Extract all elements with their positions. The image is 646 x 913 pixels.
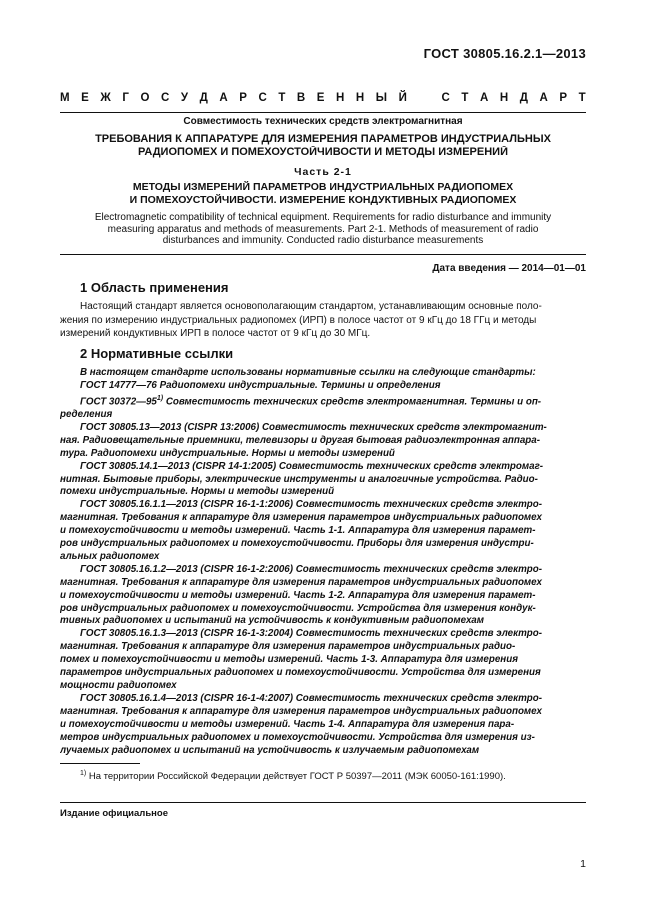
reference-line <box>60 435 586 448</box>
banner-letter: С <box>441 92 450 104</box>
reference-line <box>60 499 586 512</box>
reference-text: ГОСТ 14777—76 Радиопомехи индустриальные. Термины и определения <box>80 379 441 391</box>
banner-letter: Й <box>398 92 407 104</box>
official-edition-label: Издание официальное <box>60 808 168 819</box>
interstate-standard-banner <box>60 92 586 104</box>
banner-letter: Р <box>559 92 568 104</box>
banner-letter: Р <box>239 92 247 104</box>
reference-text: ров индустриальных радиопомех и помехоустойчивости. Приборы для измерения индустри- <box>60 538 534 550</box>
english-title-line-2: measuring apparatus and methods of measurements. Part 2-1. Methods of measurement of radio <box>107 223 539 235</box>
footer-rule <box>60 802 586 803</box>
compatibility-line: Совместимость технических средств электромагнитная <box>183 116 463 127</box>
reference-text: ГОСТ 30372—95 <box>80 396 157 408</box>
reference-line <box>60 422 586 435</box>
reference-text: альных радиопомех <box>60 550 160 562</box>
reference-line <box>60 564 586 577</box>
section-1-line: Настоящий стандарт является основополагающим стандартом, устанавливающим основные поло- <box>80 301 542 312</box>
reference-line <box>60 486 586 499</box>
section-1-heading: 1 Область применения <box>80 280 229 295</box>
reference-line <box>60 380 586 393</box>
page-number: 1 <box>580 858 586 870</box>
reference-line <box>60 590 586 603</box>
title-block-rule <box>60 254 586 255</box>
reference-line <box>60 474 586 487</box>
banner-letter: Т <box>578 92 586 104</box>
main-title-line-1: ТРЕБОВАНИЯ К АППАРАТУРЕ ДЛЯ ИЗМЕРЕНИЯ ПАРАМЕТРОВ ИНДУСТРИАЛЬНЫХ <box>95 133 551 145</box>
banner-letter: А <box>219 92 228 104</box>
footnote-rule <box>60 763 140 764</box>
reference-text: ров индустриальных радиопомех и помехоустойчивости. Устройства для измерения кондук- <box>60 602 536 614</box>
section-1-body <box>60 300 586 341</box>
footnote-mark: 1) <box>80 770 87 777</box>
reference-text: метров индустриальных радиопомех и помехоустойчивости. Устройства для измерения из- <box>60 731 535 743</box>
banner-letter: Е <box>81 92 89 104</box>
reference-text: помехи индустриальные. Нормы и методы измерений <box>60 486 335 498</box>
english-title-line-1: Electromagnetic compatibility of technical equipment. Requirements for radio disturbance and immunity <box>94 212 552 223</box>
reference-text: ГОСТ 30805.16.1.2—2013 (CISPR 16-1-2:2006) Совместимость технических средств электро- <box>80 563 543 575</box>
reference-text: и помехоустойчивости и методы измерений. Часть 1-4. Аппаратура для измерения пара- <box>60 718 515 730</box>
reference-line <box>60 615 586 628</box>
banner-letter: Ж <box>100 92 111 104</box>
standard-number: ГОСТ 30805.16.2.1—2013 <box>423 46 586 61</box>
main-title-line-2: РАДИОПОМЕХ И ПОМЕХОУСТОЙЧИВОСТИ И МЕТОДЫ ИЗМЕРЕНИЙ <box>138 146 508 158</box>
banner-letter: Н <box>499 92 509 104</box>
reference-line <box>60 628 586 641</box>
reference-text: помех и помехоустойчивости и методы измерений. Часть 1-3. Аппаратура для измерения <box>60 654 518 666</box>
reference-line <box>60 409 586 422</box>
reference-line <box>60 538 586 551</box>
reference-text: нитная. Бытовые приборы, электрические инструменты и аналогичные устройства. Радио- <box>60 473 538 485</box>
reference-line <box>60 680 586 693</box>
reference-line <box>60 641 586 654</box>
reference-text: тивных радиопомех и испытаний на устойчивость к кондуктивным радиопомехам <box>60 615 484 627</box>
section-1-line: измерений кондуктивных ИРП в полосе частот от 9 кГц до 30 МГц. <box>60 328 371 340</box>
banner-letter: С <box>160 92 170 104</box>
reference-line <box>60 706 586 719</box>
part-number: Часть 2-1 <box>294 166 352 178</box>
reference-text: магнитная. Требования к аппаратуре для измерения параметров индустриальных радио- <box>60 641 516 653</box>
reference-text: магнитная. Требования к аппаратуре для измерения параметров индустриальных радиопомех <box>60 576 542 588</box>
banner-letter: Ы <box>375 92 388 104</box>
reference-text: магнитная. Требования к аппаратуре для измерения параметров индустриальных радиопомех <box>60 705 542 717</box>
reference-line <box>60 461 586 474</box>
part-title-line-2: И ПОМЕХОУСТОЙЧИВОСТИ. ИЗМЕРЕНИЕ КОНДУКТИВНЫХ РАДИОПОМЕХ <box>129 193 517 206</box>
part-title-line-1: МЕТОДЫ ИЗМЕРЕНИЙ ПАРАМЕТРОВ ИНДУСТРИАЛЬНЫХ РАДИОПОМЕХ <box>132 181 514 193</box>
part-title <box>60 181 586 206</box>
reference-text: мощности радиопомех <box>60 680 177 692</box>
main-title <box>60 133 586 159</box>
reference-text: ГОСТ 30805.16.1.3—2013 (CISPR 16-1-3:2004) Совместимость технических средств электро- <box>80 628 543 640</box>
banner-letter: Н <box>355 92 365 104</box>
reference-text: ГОСТ 30805.13—2013 (CISPR 13:2006) Совместимость технических средств электромагнит- <box>80 421 547 433</box>
reference-text: ГОСТ 30805.16.1.4—2013 (CISPR 16-1-4:2007) Совместимость технических средств электро- <box>80 692 543 704</box>
reference-line <box>60 393 586 409</box>
banner-letter: У <box>180 92 188 104</box>
banner-letter: Т <box>461 92 469 104</box>
reference-line <box>60 603 586 616</box>
section-2-heading: 2 Нормативные ссылки <box>80 346 234 361</box>
banner-letter: Г <box>122 92 129 104</box>
reference-text: В настоящем стандарте использованы нормативные ссылки на следующие стандарты: <box>80 367 536 378</box>
reference-line <box>60 525 586 538</box>
english-title-line-3: disturbances and immunity. Conducted radio disturbance measurements <box>162 235 484 246</box>
reference-text: параметров индустриальных радиопомех и помехоустойчивости. Устройства для измерения <box>60 667 541 679</box>
reference-line <box>60 745 586 758</box>
banner-letter: Д <box>519 92 528 104</box>
footnote-text: На территории Российской Федерации действует ГОСТ Р 50397—2011 (МЭК 60050-161:1990). <box>86 771 506 783</box>
banner-letter: А <box>480 92 489 104</box>
reference-line <box>60 367 586 380</box>
footnote-reference-mark: 1) <box>156 394 164 402</box>
footnote <box>80 770 506 782</box>
reference-text: ГОСТ 30805.16.1.1—2013 (CISPR 16-1-1:2006) Совместимость технических средств электро- <box>80 499 543 511</box>
banner-letter: Т <box>278 92 286 104</box>
reference-line <box>60 577 586 590</box>
banner-letter: С <box>258 92 267 104</box>
reference-line <box>60 667 586 680</box>
reference-text: и помехоустойчивости и методы измерений. Часть 1-1. Аппаратура для измерения парамет- <box>60 525 536 537</box>
reference-text: ная. Радиовещательные приемники, телевизоры и другая бытовая радиоэлектронная аппара- <box>60 434 541 446</box>
introduction-date: Дата введения — 2014—01—01 <box>432 263 586 274</box>
reference-text: тура. Радиопомехи индустриальные. Нормы и методы измерений <box>60 447 395 459</box>
english-title <box>60 212 586 247</box>
reference-text: лучаемых радиопомех и испытаний на устойчивость к излучаемым радиопомехам <box>60 744 480 756</box>
reference-text: ГОСТ 30805.14.1—2013 (CISPR 14-1:2005) Совместимость технических средств электромаг- <box>80 460 544 472</box>
banner-letter: Д <box>199 92 208 104</box>
reference-line <box>60 551 586 564</box>
reference-text: и помехоустойчивости и методы измерений. Часть 1-2. Аппаратура для измерения парамет- <box>60 589 536 601</box>
reference-line <box>60 732 586 745</box>
normative-references-list <box>60 367 586 757</box>
reference-line <box>60 654 586 667</box>
header-rule <box>60 112 586 113</box>
banner-letter: Е <box>316 92 325 104</box>
banner-letter: Н <box>336 92 345 104</box>
section-1-line: жения по измерению индустриальных радиопомех (ИРП) в полосе частот от 9 кГц до 18 ГГц и методы <box>60 314 537 326</box>
reference-line <box>60 448 586 461</box>
banner-letter: О <box>140 92 150 104</box>
banner-letter: В <box>296 92 306 104</box>
banner-letter: А <box>539 92 548 104</box>
reference-line <box>60 512 586 525</box>
reference-text: Совместимость технических средств электромагнитная. Термины и оп- <box>163 396 542 408</box>
reference-line <box>60 719 586 732</box>
reference-text: магнитная. Требования к аппаратуре для измерения параметров индустриальных радиопомех <box>60 512 542 524</box>
reference-line <box>60 693 586 706</box>
reference-text: ределения <box>60 408 113 420</box>
banner-letter: М <box>60 92 70 104</box>
